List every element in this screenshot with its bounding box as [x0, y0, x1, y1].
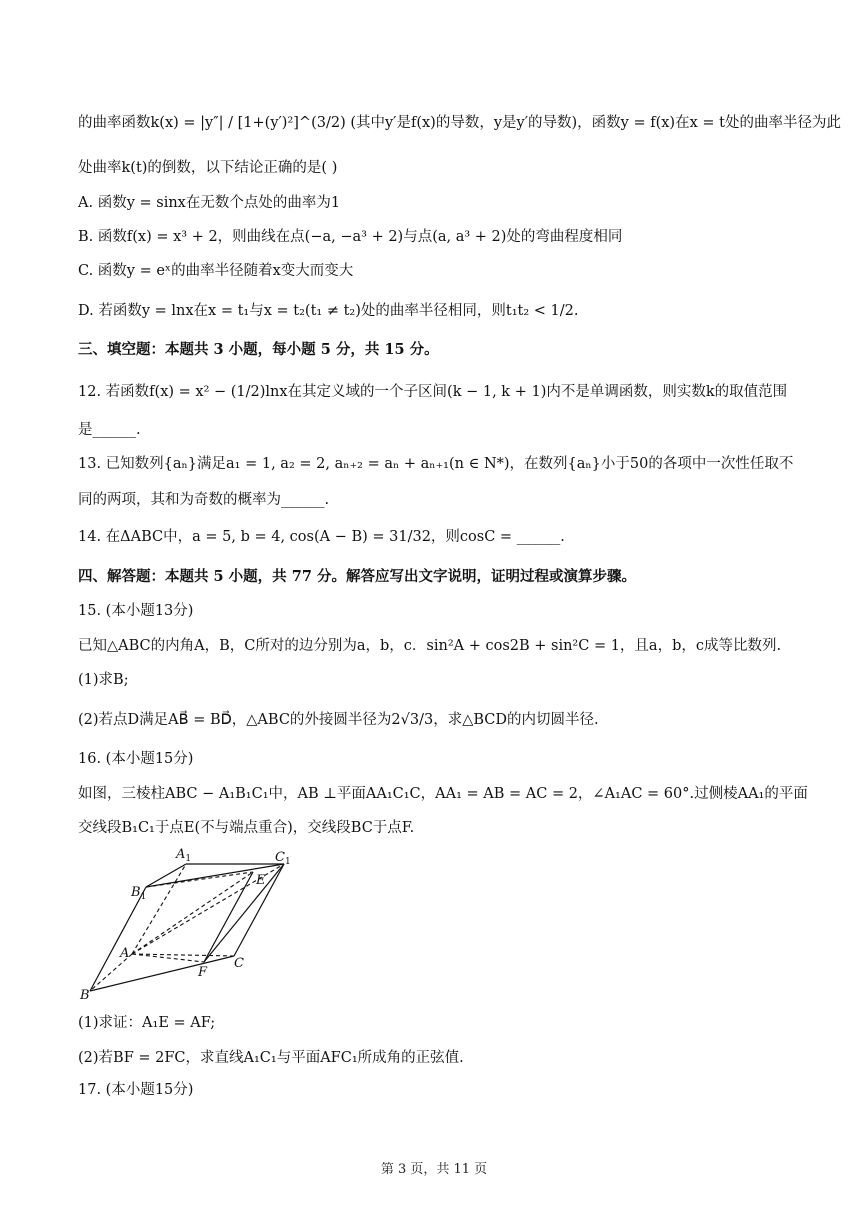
label-f: F — [198, 965, 208, 980]
section-heading-4: 四、解答题：本题共 5 小题，共 77 分。解答应写出文字说明，证明过程或演算步骤。 — [78, 568, 636, 585]
label-b: B — [80, 988, 90, 1003]
page-footer: 第 3 页，共 11 页 — [380, 1162, 488, 1177]
edge-e-f — [204, 872, 253, 962]
question-16-stem-2: 交线段B₁C₁于点E(不与端点重合)，交线段BC于点F. — [78, 820, 415, 836]
question-12-line-2: 是______. — [78, 422, 141, 438]
option-b: B. 函数f(x) = x³ + 2，则曲线在点(−a, −a³ + 2)与点(a, a³ + 2)处的弯曲程度相同 — [78, 229, 623, 245]
option-d: D. 若函数y = lnx在x = t₁与x = t₂(t₁ ≠ t₂)处的曲率半径相同，则t₁t₂ < 1/2. — [78, 303, 579, 319]
label-c1: $C_1$ — [275, 850, 291, 867]
edge-bc — [90, 956, 234, 991]
question-15-part-2: (2)若点D满足AB⃗ = BD⃗，△ABC的外接圆半径为2√3/3，求△BCD的内切圆半径. — [78, 712, 599, 728]
label-e: E — [256, 873, 266, 888]
question-17-header: 17. (本小题15分) — [78, 1082, 194, 1098]
label-a1: $A_1$ — [176, 847, 192, 864]
question-14: 14. 在ΔABC中，a = 5, b = 4, cos(A − B) = 31/32，则cosC = ______. — [78, 529, 565, 545]
prism-figure — [76, 844, 296, 1004]
question-13-line-1: 13. 已知数列{aₙ}满足a₁ = 1, a₂ = 2, aₙ₊₂ = aₙ + aₙ₊₁(n ∈ N*)，在数列{aₙ}小于50的各项中一次性任取不 — [78, 456, 794, 472]
section-heading-3: 三、填空题：本题共 3 小题，每小题 5 分，共 15 分。 — [78, 341, 439, 358]
question-15-header: 15. (本小题13分) — [78, 603, 194, 619]
question-16-header: 16. (本小题15分) — [78, 751, 194, 767]
text-line-1: 的曲率函数k(x) = |y″| / [1+(y′)²]^(3/2) (其中y′是f(x)的导数，y是y′的导数)，函数y = f(x)在x = t处的曲率半径为此 — [78, 115, 841, 131]
question-15-stem: 已知△ABC的内角A，B，C所对的边分别为a，b，c．sin²A + cos2B + sin²C = 1，且a，b，c成等比数列. — [78, 638, 782, 654]
label-b1: $B_1$ — [131, 885, 147, 902]
question-15-part-1: (1)求B; — [78, 672, 129, 688]
label-c: C — [234, 956, 244, 971]
edge-bb1 — [90, 887, 146, 991]
edge-aa1-hidden — [132, 864, 186, 954]
question-16-part-2: (2)若BF = 2FC，求直线A₁C₁与平面AFC₁所成角的正弦值. — [78, 1050, 464, 1066]
text-line-2: 处曲率k(t)的倒数，以下结论正确的是( ) — [78, 160, 338, 176]
question-12-line-1: 12. 若函数f(x) = x² − (1/2)lnx在其定义域的一个子区间(k − 1, k + 1)内不是单调函数，则实数k的取值范围 — [78, 384, 788, 400]
option-a: A. 函数y = sinx在无数个点处的曲率为1 — [78, 195, 341, 211]
label-a: A — [120, 946, 130, 961]
edge-b1-e-hidden — [146, 872, 253, 887]
option-c: C. 函数y = eˣ的曲率半径随着x变大而变大 — [78, 263, 354, 279]
question-13-line-2: 同的两项，其和为奇数的概率为______. — [78, 492, 330, 508]
question-16-part-1: (1)求证：A₁E = AF; — [78, 1015, 216, 1031]
question-16-stem-1: 如图，三棱柱ABC − A₁B₁C₁中，AB ⊥平面AA₁C₁C，AA₁ = AB = AC = 2，∠A₁AC = 60°.过侧棱AA₁的平面 — [78, 786, 808, 802]
